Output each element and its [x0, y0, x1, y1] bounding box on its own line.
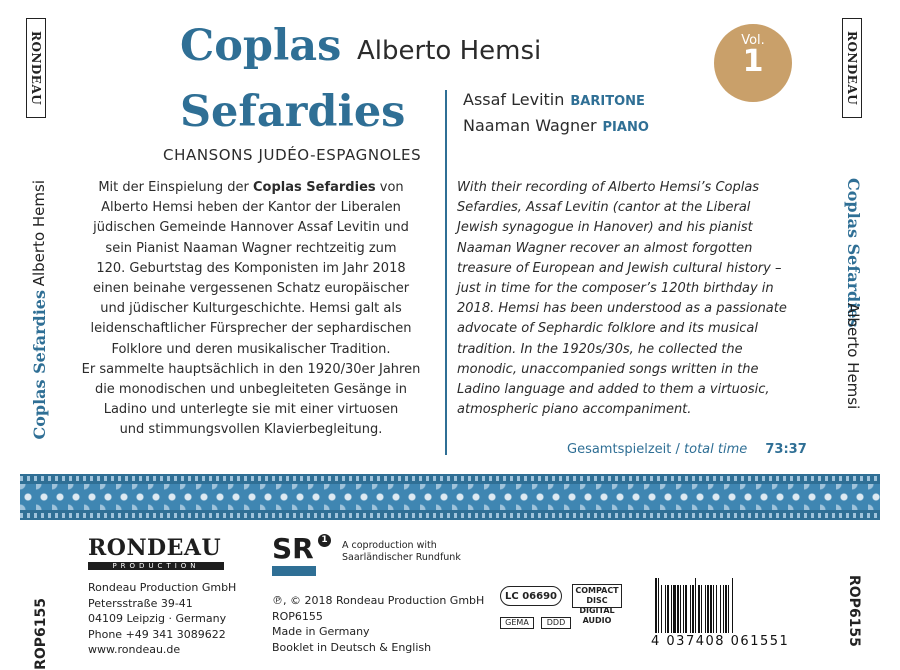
sr-logo-bar — [272, 566, 316, 576]
column-divider — [445, 90, 447, 455]
coprod-line: Saarländischer Rundfunk — [342, 552, 461, 563]
de-line: die monodischen und unbegleiteten Gesänge in — [94, 382, 408, 398]
en-line: atmospheric piano accompaniment. — [457, 402, 692, 418]
en-line: Naaman Wagner recover an almost forgotten — [457, 240, 753, 256]
compact-disc-logo: COMPACT DISC DIGITAL AUDIO — [572, 584, 622, 608]
label-address — [88, 580, 236, 658]
copyright-line: Booklet in Deutsch & English — [272, 640, 432, 654]
en-line: Jewish synagogue in Hanover) and his pianist — [457, 220, 753, 236]
coproduction-note — [342, 540, 461, 564]
de-line: Folklore und deren musikalischer Tradition. — [111, 341, 391, 357]
band-pattern — [20, 484, 880, 510]
rondeau-logo-name: RONDEAU — [88, 535, 222, 561]
gema-badge: GEMA — [500, 617, 534, 629]
total-time-de: Gesamtspielzeit / — [567, 442, 680, 457]
copyright-line: ROP6155 — [272, 609, 323, 623]
band-bottom-edge — [20, 513, 880, 518]
en-line: tradition. In the 1920s/30s, he collected the — [457, 341, 743, 357]
spine-right-composer: Alberto Hemsi — [844, 303, 862, 410]
de-line: Ladino und unterlegte sie mit einer virtuosen — [103, 402, 399, 418]
de-line: leidenschaftlicher Fürsprecher der sephardischen — [90, 321, 412, 337]
liner-notes-german — [68, 178, 434, 441]
album-title-line2: Sefardies — [180, 87, 406, 137]
sr-logo — [272, 534, 330, 578]
de-line: und jüdischer Kulturgeschichte. Hemsi galt als — [100, 301, 402, 317]
address-line: Rondeau Production GmbH — [88, 581, 237, 594]
address-line: 04109 Leipzig · Germany — [88, 612, 227, 625]
de-line: und stimmungsvollen Klavierbegleitung. — [119, 422, 383, 438]
copyright-block — [272, 593, 484, 655]
performer-2-role: PIANO — [602, 120, 649, 135]
total-time-value: 73:37 — [765, 442, 807, 457]
en-line: just in time for the composer’s 120th birthday in — [457, 281, 774, 297]
composer-name: Alberto Hemsi — [357, 36, 542, 66]
sr-logo-badge: 1 — [318, 534, 331, 547]
en-line: treasure of European and Jewish cultural history – — [457, 260, 782, 276]
address-line: Petersstraße 39-41 — [88, 596, 193, 610]
performer-1-name: Assaf Levitin — [463, 90, 565, 109]
album-title-line1: Coplas — [180, 21, 342, 71]
en-line: Sefardies, Assaf Levitin (cantor at the Liberal — [457, 200, 751, 216]
total-time-en: total time — [684, 442, 748, 457]
ddd-badge: DDD — [541, 617, 571, 629]
rondeau-logo — [88, 535, 228, 569]
performer-2 — [463, 116, 649, 135]
spine-left-composer: Alberto Hemsi — [30, 180, 48, 287]
spine-right-title: Coplas Sefardies — [844, 178, 863, 328]
en-line: 2018. Hemsi has been understood as a passionate — [457, 301, 787, 317]
spine-right-catalog: ROP6155 — [846, 575, 862, 647]
barcode-number: 4 037408 061551 — [651, 634, 790, 649]
en-line: advocate of Sephardic folklore and its musical — [457, 321, 758, 337]
spine-left-title: Coplas Sefardies — [30, 290, 49, 440]
liner-notes-english — [457, 178, 817, 420]
performer-1-role: BARITONE — [570, 94, 645, 109]
address-line: Phone +49 341 3089622 — [88, 627, 226, 641]
en-line: With their recording of Alberto Hemsi’s Coplas — [457, 180, 760, 195]
en-line: monodic, unaccompanied songs written in the — [457, 361, 759, 377]
volume-number: 1 — [742, 44, 764, 79]
album-subtitle: CHANSONS JUDÉO-ESPAGNOLES — [163, 146, 422, 164]
de-line: sein Pianist Naaman Wagner rechtzeitig zum — [105, 240, 397, 256]
performer-1 — [463, 90, 645, 109]
de-line: Er sammelte hauptsächlich in den 1920/30er Jahren — [81, 361, 421, 377]
band-top-edge — [20, 476, 880, 481]
de-line: einen beinahe vergessenen Schatz europäischer — [92, 281, 410, 297]
rondeau-logo-sub: PRODUCTION — [88, 562, 224, 570]
label-code-badge: LC 06690 — [500, 586, 562, 606]
volume-label: Vol. — [741, 33, 765, 48]
address-line: www.rondeau.de — [88, 643, 181, 656]
spine-left-catalog: ROP6155 — [33, 598, 49, 670]
total-time — [567, 442, 807, 457]
barcode-space — [733, 578, 735, 633]
en-line: Ladino language and added to them a virtuosic, — [457, 382, 770, 398]
ornamental-band — [20, 474, 880, 520]
barcode — [655, 578, 813, 633]
sr-logo-text: SR — [272, 532, 314, 565]
spine-left-rondeau-logo: RONDEAU — [26, 18, 46, 118]
spine-right-rondeau-logo: RONDEAU — [842, 18, 862, 118]
de-line: Mit der Einspielung der Coplas Sefardies von — [98, 180, 404, 195]
coprod-line: A coproduction with — [342, 540, 437, 551]
volume-badge — [714, 24, 792, 102]
copyright-line: Made in Germany — [272, 625, 370, 638]
de-line: Alberto Hemsi heben der Kantor der Liberalen — [101, 200, 401, 216]
copyright-line: ℗, © 2018 Rondeau Production GmbH — [272, 594, 485, 607]
de-line: 120. Geburtstag des Komponisten im Jahr 2018 — [96, 260, 406, 276]
performer-2-name: Naaman Wagner — [463, 116, 597, 135]
de-line: jüdischen Gemeinde Hannover Assaf Levitin und — [93, 220, 409, 236]
